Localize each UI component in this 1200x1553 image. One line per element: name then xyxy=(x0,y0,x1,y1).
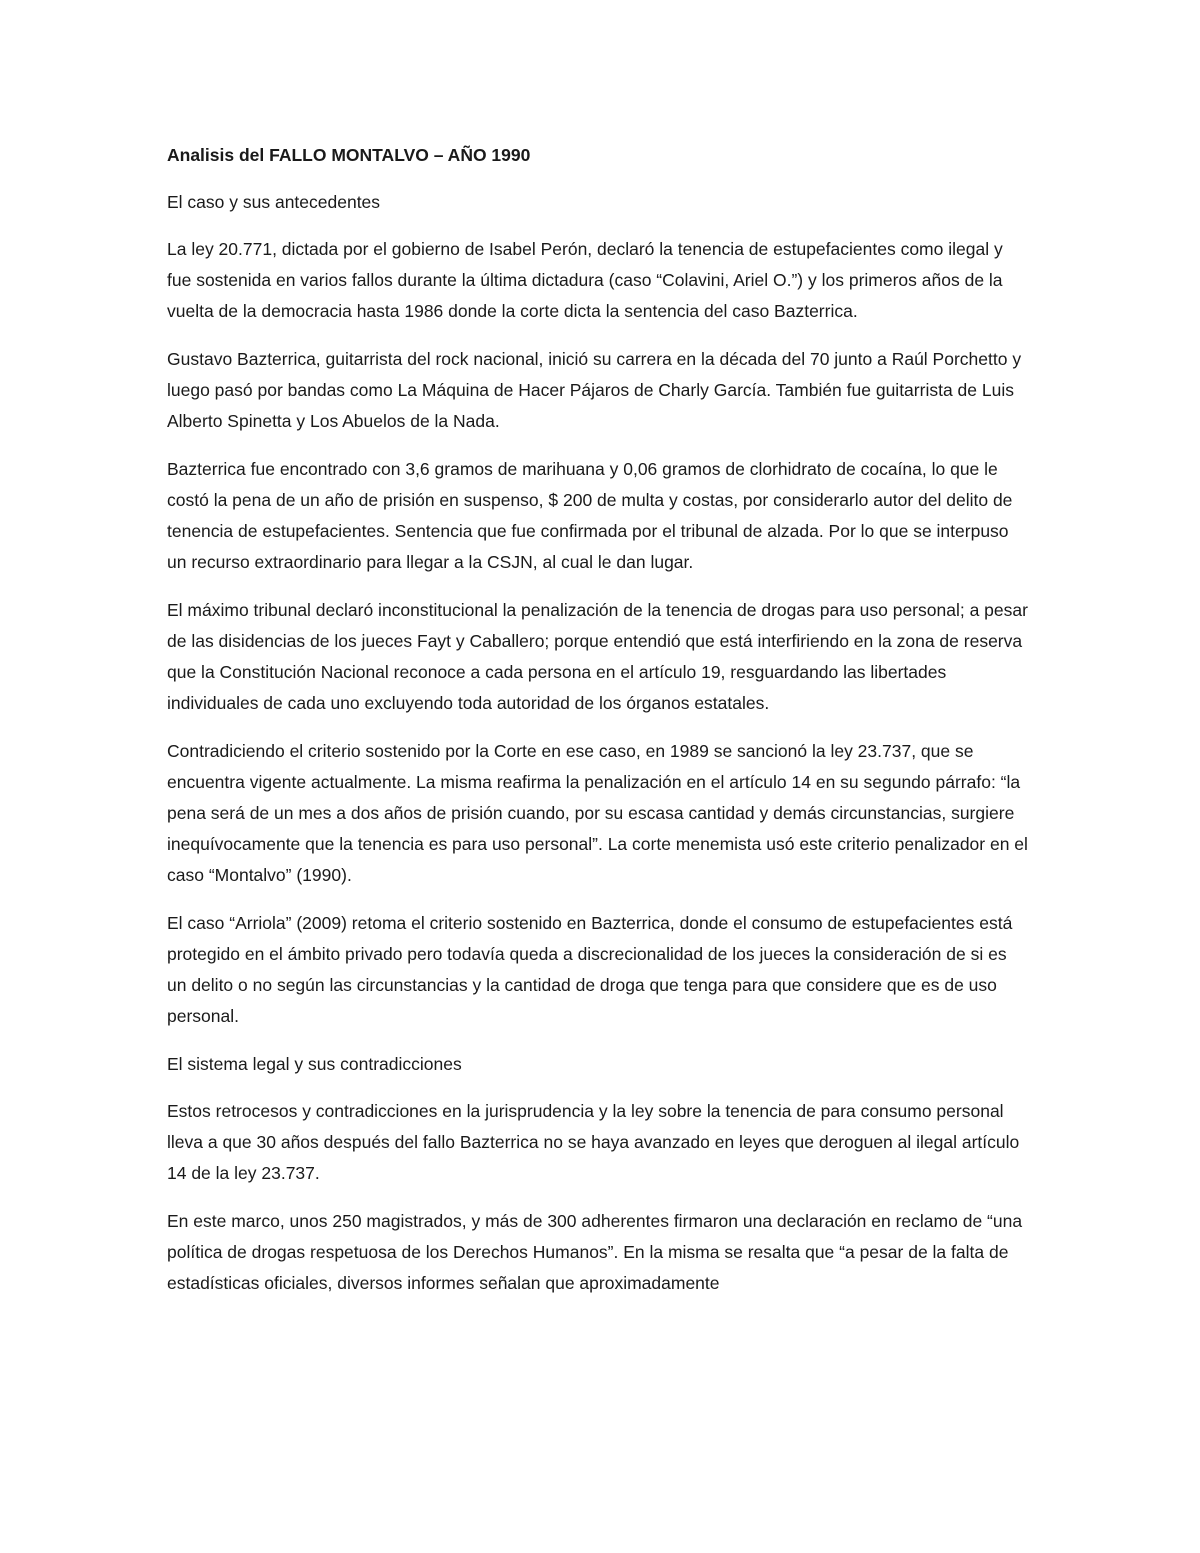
document-body xyxy=(167,140,1029,1316)
paragraph-bazterrica-condena: Bazterrica fue encontrado con 3,6 gramos de marihuana y 0,06 gramos de clorhidrato de cocaína, lo que le costó la pena de un año de prisión en suspenso, $ 200 de multa y costas, por considerarlo autor del delito de tenencia de estupefacientes. Sentencia que fue confirmada por el tribunal de alzada. Por lo que se interpuso un recurso extraordinario para llegar a la CSJN, al cual le dan lugar. xyxy=(167,459,1013,572)
section-heading-sistema-legal: El sistema legal y sus contradicciones xyxy=(167,1054,462,1074)
document-title: Analisis del FALLO MONTALVO – AÑO 1990 xyxy=(167,145,531,165)
paragraph-ley-20771: La ley 20.771, dictada por el gobierno de Isabel Perón, declaró la tenencia de estupefacientes como ilegal y fue sostenida en varios fallos durante la última dictadura (caso “Colavini, Ariel O.”) y los primeros años de la vuelta de la democracia hasta 1986 donde la corte dicta la sentencia del caso Bazterrica. xyxy=(167,239,1003,321)
paragraph-maximo-tribunal: El máximo tribunal declaró inconstitucional la penalización de la tenencia de drogas para uso personal; a pesar de las disidencias de los jueces Fayt y Caballero; porque entendió que está interfiriendo en la zona de reserva que la Constitución Nacional reconoce a cada persona en el artículo 19, resguardando las libertades individuales de cada uno excluyendo toda autoridad de los órganos estatales. xyxy=(167,600,1028,713)
paragraph-caso-arriola: El caso “Arriola” (2009) retoma el criterio sostenido en Bazterrica, donde el consumo de estupefacientes está protegido en el ámbito privado pero todavía queda a discrecionalidad de los jueces la consideración de si es un delito o no según las circunstancias y la cantidad de droga que tenga para que considere que es de uso personal. xyxy=(167,913,1013,1026)
paragraph-magistrados: En este marco, unos 250 magistrados, y más de 300 adherentes firmaron una declaración en reclamo de “una política de drogas respetuosa de los Derechos Humanos”. En la misma se resalta que “a pesar de la falta de estadísticas oficiales, diversos informes señalan que aproximadamente xyxy=(167,1211,1023,1293)
paragraph-ley-23737: Contradiciendo el criterio sostenido por la Corte en ese caso, en 1989 se sancionó la ley 23.737, que se encuentra vigente actualmente. La misma reafirma la penalización en el artículo 14 en su segundo párrafo: “la pena será de un mes a dos años de prisión cuando, por su escasa cantidad y demás circunstancias, surgiere inequívocamente que la tenencia es para uso personal”. La corte menemista usó este criterio penalizador en el caso “Montalvo” (1990). xyxy=(167,741,1028,885)
paragraph-retrocesos: Estos retrocesos y contradicciones en la jurisprudencia y la ley sobre la tenencia de para consumo personal lleva a que 30 años después del fallo Bazterrica no se haya avanzado en leyes que deroguen al ilegal artículo 14 de la ley 23.737. xyxy=(167,1101,1020,1183)
paragraph-gustavo-bazterrica: Gustavo Bazterrica, guitarrista del rock nacional, inició su carrera en la década del 70 junto a Raúl Porchetto y luego pasó por bandas como La Máquina de Hacer Pájaros de Charly García. También fue guitarrista de Luis Alberto Spinetta y Los Abuelos de la Nada. xyxy=(167,349,1022,431)
section-heading-antecedentes: El caso y sus antecedentes xyxy=(167,192,381,212)
